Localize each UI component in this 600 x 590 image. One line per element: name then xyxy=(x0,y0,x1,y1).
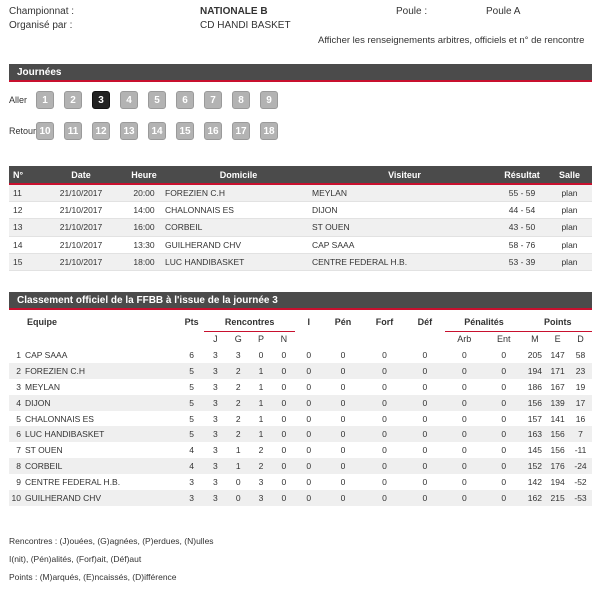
game-heure: 13:30 xyxy=(123,236,165,253)
stat-n: 0 xyxy=(272,395,295,411)
stat-def: 0 xyxy=(405,379,444,395)
stat-g: 2 xyxy=(227,411,250,427)
stat-n: 0 xyxy=(272,458,295,474)
journee-button[interactable]: 12 xyxy=(92,122,110,140)
team-name: CENTRE FEDERAL H.B. xyxy=(25,477,121,488)
legend-points: Points : (M)arqués, (E)ncaissés, (D)ifférence xyxy=(9,572,177,582)
stat-forf: 0 xyxy=(364,379,405,395)
game-salle-link[interactable]: plan xyxy=(547,236,592,253)
stat-def: 0 xyxy=(405,442,444,458)
game-date: 21/10/2017 xyxy=(39,201,123,218)
team-cell xyxy=(9,490,179,506)
game-domicile: CHALONNAIS ES xyxy=(165,201,312,218)
team-rank: 9 xyxy=(16,477,21,488)
team-rank: 7 xyxy=(16,445,21,456)
stat-e: 156 xyxy=(546,442,569,458)
game-domicile: CORBEIL xyxy=(165,219,312,236)
stat-m: 194 xyxy=(523,363,546,379)
stat-ent: 0 xyxy=(484,442,523,458)
stat-pen: 0 xyxy=(322,411,363,427)
stat-n: 0 xyxy=(272,363,295,379)
stat-pts: 6 xyxy=(179,347,204,363)
col-domicile: Domicile xyxy=(165,166,312,184)
classement-subheader-row xyxy=(9,331,592,347)
stat-p: 2 xyxy=(250,442,273,458)
stat-n: 0 xyxy=(272,426,295,442)
stat-j: 3 xyxy=(204,347,227,363)
stat-p: 1 xyxy=(250,395,273,411)
stat-ent: 0 xyxy=(484,363,523,379)
stat-ent: 0 xyxy=(484,411,523,427)
stat-pen: 0 xyxy=(322,347,363,363)
organise-value: CD HANDI BASKET xyxy=(200,20,291,31)
col-points: Points xyxy=(523,313,592,331)
aller-label: Aller xyxy=(9,95,28,105)
stat-g: 2 xyxy=(227,379,250,395)
game-domicile: LUC HANDIBASKET xyxy=(165,254,312,271)
team-cell xyxy=(9,379,179,395)
stat-pts: 4 xyxy=(179,458,204,474)
stat-pts: 5 xyxy=(179,379,204,395)
stat-e: 156 xyxy=(546,426,569,442)
team-rank: 4 xyxy=(16,397,21,408)
stat-j: 3 xyxy=(204,363,227,379)
team-rank: 3 xyxy=(16,381,21,392)
col-pen: Pén xyxy=(334,317,352,327)
stat-e: 176 xyxy=(546,458,569,474)
stat-n: 0 xyxy=(272,379,295,395)
col-heure: Heure xyxy=(123,166,165,184)
stat-m: 205 xyxy=(523,347,546,363)
game-date: 21/10/2017 xyxy=(39,236,123,253)
stat-e: 139 xyxy=(546,395,569,411)
stat-pen: 0 xyxy=(322,490,363,506)
journee-button[interactable]: 2 xyxy=(64,91,82,109)
stat-i: 0 xyxy=(295,426,322,442)
stat-i: 0 xyxy=(295,363,322,379)
stat-pen: 0 xyxy=(322,379,363,395)
rencontres-header-row xyxy=(9,166,592,184)
game-salle-link[interactable]: plan xyxy=(547,184,592,201)
stat-pts: 5 xyxy=(179,426,204,442)
game-resultat: 58 - 76 xyxy=(497,236,547,253)
game-num: 13 xyxy=(9,219,39,236)
stat-arb: 0 xyxy=(445,379,484,395)
legend-penalites: I(nit), (Pén)alités, (Forf)ait, (Déf)aut xyxy=(9,554,142,564)
stat-j: 3 xyxy=(204,426,227,442)
stat-i: 0 xyxy=(295,490,322,506)
stat-ent: 0 xyxy=(484,426,523,442)
stat-forf: 0 xyxy=(364,363,405,379)
journees-header: Journées xyxy=(9,64,592,82)
afficher-renseignements-link[interactable]: Afficher les renseignements arbitres, officiels et n° de rencontre xyxy=(318,35,585,46)
classement-row xyxy=(9,363,592,379)
game-salle-link[interactable]: plan xyxy=(547,219,592,236)
col-penalites: Pénalités xyxy=(445,313,524,331)
stat-arb: 0 xyxy=(445,395,484,411)
stat-d: 7 xyxy=(569,426,592,442)
game-date: 21/10/2017 xyxy=(39,184,123,201)
stat-d: 19 xyxy=(569,379,592,395)
col-i: I xyxy=(307,317,310,327)
stat-forf: 0 xyxy=(364,442,405,458)
game-salle-link[interactable]: plan xyxy=(547,201,592,218)
game-num: 15 xyxy=(9,254,39,271)
stat-m: 163 xyxy=(523,426,546,442)
stat-e: 167 xyxy=(546,379,569,395)
journee-button[interactable]: 4 xyxy=(120,91,138,109)
stat-g: 2 xyxy=(227,426,250,442)
game-visiteur: MEYLAN xyxy=(312,184,497,201)
game-date: 21/10/2017 xyxy=(39,254,123,271)
col-forf: Forf xyxy=(375,317,394,327)
journee-button[interactable]: 17 xyxy=(232,122,250,140)
col-num: N° xyxy=(9,166,39,184)
stat-m: 156 xyxy=(523,395,546,411)
stat-arb: 0 xyxy=(445,458,484,474)
stat-ent: 0 xyxy=(484,458,523,474)
stat-g: 3 xyxy=(227,347,250,363)
classement-row xyxy=(9,442,592,458)
stat-forf: 0 xyxy=(364,490,405,506)
stat-g: 2 xyxy=(227,363,250,379)
stat-i: 0 xyxy=(295,395,322,411)
stat-pen: 0 xyxy=(322,395,363,411)
classement-row xyxy=(9,379,592,395)
stat-def: 0 xyxy=(405,458,444,474)
stat-d: -53 xyxy=(569,490,592,506)
stat-j: 3 xyxy=(204,395,227,411)
game-row xyxy=(9,201,592,218)
stat-m: 186 xyxy=(523,379,546,395)
legend-rencontres: Rencontres : (J)ouées, (G)agnées, (P)erdues, (N)ulles xyxy=(9,536,214,546)
stat-i: 0 xyxy=(295,411,322,427)
game-num: 12 xyxy=(9,201,39,218)
journee-button[interactable]: 5 xyxy=(148,91,166,109)
team-cell xyxy=(9,442,179,458)
team-cell xyxy=(9,395,179,411)
col-def: Déf xyxy=(417,317,433,327)
classement-row xyxy=(9,395,592,411)
classement-row xyxy=(9,426,592,442)
poule-label: Poule : xyxy=(396,6,428,17)
retour-label: Retour xyxy=(9,126,37,136)
stat-arb: 0 xyxy=(445,474,484,490)
stat-pts: 5 xyxy=(179,395,204,411)
stat-pen: 0 xyxy=(322,442,363,458)
stat-p: 1 xyxy=(250,411,273,427)
game-domicile: GUILHERAND CHV xyxy=(165,236,312,253)
game-num: 14 xyxy=(9,236,39,253)
team-name: CHALONNAIS ES xyxy=(25,413,94,424)
classement-header: Classement officiel de la FFBB à l'issue de la journée 3 xyxy=(9,292,592,310)
team-name: LUC HANDIBASKET xyxy=(25,429,105,440)
stat-j: 3 xyxy=(204,458,227,474)
team-name: CORBEIL xyxy=(25,461,63,472)
stat-ent: 0 xyxy=(484,490,523,506)
col-ent: Ent xyxy=(496,334,511,345)
stat-m: 157 xyxy=(523,411,546,427)
team-name: CAP SAAA xyxy=(25,349,68,360)
stat-p: 2 xyxy=(250,458,273,474)
stat-i: 0 xyxy=(295,347,322,363)
stat-i: 0 xyxy=(295,379,322,395)
stat-j: 3 xyxy=(204,490,227,506)
team-rank: 8 xyxy=(16,461,21,472)
journee-button[interactable]: 18 xyxy=(260,122,278,140)
game-row xyxy=(9,184,592,201)
stat-arb: 0 xyxy=(445,490,484,506)
stat-e: 171 xyxy=(546,363,569,379)
stat-m: 145 xyxy=(523,442,546,458)
stat-arb: 0 xyxy=(445,442,484,458)
stat-p: 1 xyxy=(250,379,273,395)
rencontres-table xyxy=(9,166,592,271)
classement-row xyxy=(9,490,592,506)
stat-def: 0 xyxy=(405,426,444,442)
journee-button[interactable]: 1 xyxy=(36,91,54,109)
stat-m: 162 xyxy=(523,490,546,506)
team-name: DIJON xyxy=(25,397,51,408)
journee-button[interactable]: 13 xyxy=(120,122,138,140)
classement-table xyxy=(9,313,592,506)
stat-forf: 0 xyxy=(364,458,405,474)
game-resultat: 55 - 59 xyxy=(497,184,547,201)
stat-pts: 3 xyxy=(179,474,204,490)
stat-p: 0 xyxy=(250,347,273,363)
game-row xyxy=(9,219,592,236)
stat-n: 0 xyxy=(272,347,295,363)
stat-g: 0 xyxy=(227,490,250,506)
championnat-value: NATIONALE B xyxy=(200,6,268,17)
stat-ent: 0 xyxy=(484,395,523,411)
stat-pen: 0 xyxy=(322,458,363,474)
col-equipe: Equipe xyxy=(27,317,58,327)
classement-row xyxy=(9,347,592,363)
stat-g: 1 xyxy=(227,442,250,458)
game-heure: 16:00 xyxy=(123,219,165,236)
stat-i: 0 xyxy=(295,458,322,474)
stat-g: 1 xyxy=(227,458,250,474)
stat-def: 0 xyxy=(405,395,444,411)
team-rank: 10 xyxy=(11,492,21,503)
stat-p: 1 xyxy=(250,363,273,379)
journee-button[interactable]: 11 xyxy=(64,122,82,140)
game-row xyxy=(9,236,592,253)
team-cell xyxy=(9,363,179,379)
stat-forf: 0 xyxy=(364,347,405,363)
stat-j: 3 xyxy=(204,411,227,427)
stat-arb: 0 xyxy=(445,347,484,363)
stat-ent: 0 xyxy=(484,379,523,395)
stat-p: 3 xyxy=(250,490,273,506)
stat-n: 0 xyxy=(272,442,295,458)
stat-p: 3 xyxy=(250,474,273,490)
stat-forf: 0 xyxy=(364,426,405,442)
col-m: M xyxy=(531,334,539,345)
stat-forf: 0 xyxy=(364,395,405,411)
stat-pts: 4 xyxy=(179,442,204,458)
col-pts: Pts xyxy=(184,317,199,327)
classement-row xyxy=(9,458,592,474)
team-name: ST OUEN xyxy=(25,445,63,456)
stat-j: 3 xyxy=(204,379,227,395)
stat-n: 0 xyxy=(272,411,295,427)
stat-g: 0 xyxy=(227,474,250,490)
stat-pen: 0 xyxy=(322,474,363,490)
game-heure: 14:00 xyxy=(123,201,165,218)
journee-button[interactable]: 10 xyxy=(36,122,54,140)
team-rank: 1 xyxy=(16,349,21,360)
col-salle: Salle xyxy=(547,166,592,184)
col-e: E xyxy=(554,334,561,345)
stat-d: 58 xyxy=(569,347,592,363)
stat-def: 0 xyxy=(405,411,444,427)
poule-value: Poule A xyxy=(486,6,521,17)
col-p: P xyxy=(258,334,265,345)
stat-def: 0 xyxy=(405,363,444,379)
classement-row xyxy=(9,474,592,490)
stat-d: 17 xyxy=(569,395,592,411)
team-rank: 6 xyxy=(16,429,21,440)
competition-info xyxy=(0,0,600,60)
team-name: MEYLAN xyxy=(25,381,60,392)
game-row xyxy=(9,254,592,271)
journee-button[interactable]: 14 xyxy=(148,122,166,140)
stat-arb: 0 xyxy=(445,363,484,379)
classement-row xyxy=(9,411,592,427)
game-visiteur: CAP SAAA xyxy=(312,236,497,253)
game-heure: 20:00 xyxy=(123,184,165,201)
stat-e: 141 xyxy=(546,411,569,427)
journee-button[interactable]: 3 xyxy=(92,91,110,109)
stat-m: 142 xyxy=(523,474,546,490)
stat-i: 0 xyxy=(295,474,322,490)
col-visiteur: Visiteur xyxy=(312,166,497,184)
col-j: J xyxy=(213,334,218,345)
stat-pts: 5 xyxy=(179,411,204,427)
game-domicile: FOREZIEN C.H xyxy=(165,184,312,201)
col-resultat: Résultat xyxy=(497,166,547,184)
stat-j: 3 xyxy=(204,442,227,458)
team-cell xyxy=(9,411,179,427)
stat-m: 152 xyxy=(523,458,546,474)
stat-pen: 0 xyxy=(322,363,363,379)
stat-pts: 5 xyxy=(179,363,204,379)
stat-def: 0 xyxy=(405,474,444,490)
team-cell xyxy=(9,474,179,490)
team-cell xyxy=(9,458,179,474)
stat-pen: 0 xyxy=(322,426,363,442)
journee-button[interactable]: 9 xyxy=(260,91,278,109)
journee-button[interactable]: 15 xyxy=(176,122,194,140)
stat-d: 23 xyxy=(569,363,592,379)
stat-def: 0 xyxy=(405,347,444,363)
stat-e: 215 xyxy=(546,490,569,506)
stat-d: -52 xyxy=(569,474,592,490)
team-name: FOREZIEN C.H xyxy=(25,365,85,376)
journee-button[interactable]: 16 xyxy=(204,122,222,140)
game-num: 11 xyxy=(9,184,39,201)
col-rencontres: Rencontres xyxy=(204,313,295,331)
team-rank: 5 xyxy=(16,413,21,424)
stat-def: 0 xyxy=(405,490,444,506)
stat-p: 1 xyxy=(250,426,273,442)
game-visiteur: CENTRE FEDERAL H.B. xyxy=(312,254,497,271)
stat-e: 194 xyxy=(546,474,569,490)
col-date: Date xyxy=(39,166,123,184)
stat-arb: 0 xyxy=(445,426,484,442)
team-name: GUILHERAND CHV xyxy=(25,492,102,503)
stat-d: -24 xyxy=(569,458,592,474)
team-rank: 2 xyxy=(16,365,21,376)
game-resultat: 43 - 50 xyxy=(497,219,547,236)
stat-e: 147 xyxy=(546,347,569,363)
stat-d: 16 xyxy=(569,411,592,427)
journee-button[interactable]: 7 xyxy=(204,91,222,109)
team-cell xyxy=(9,347,179,363)
game-resultat: 44 - 54 xyxy=(497,201,547,218)
game-salle-link[interactable]: plan xyxy=(547,254,592,271)
col-d: D xyxy=(577,334,584,345)
game-visiteur: ST OUEN xyxy=(312,219,497,236)
stat-forf: 0 xyxy=(364,411,405,427)
stat-j: 3 xyxy=(204,474,227,490)
col-g: G xyxy=(234,334,242,345)
col-arb: Arb xyxy=(457,334,472,345)
stat-ent: 0 xyxy=(484,347,523,363)
team-cell xyxy=(9,426,179,442)
championnat-label: Championnat : xyxy=(9,6,75,17)
stat-forf: 0 xyxy=(364,474,405,490)
stat-i: 0 xyxy=(295,442,322,458)
stat-g: 2 xyxy=(227,395,250,411)
game-visiteur: DIJON xyxy=(312,201,497,218)
stat-ent: 0 xyxy=(484,474,523,490)
stat-arb: 0 xyxy=(445,411,484,427)
journee-button[interactable]: 8 xyxy=(232,91,250,109)
game-heure: 18:00 xyxy=(123,254,165,271)
col-n: N xyxy=(280,334,288,345)
stat-n: 0 xyxy=(272,490,295,506)
journee-button[interactable]: 6 xyxy=(176,91,194,109)
stat-d: -11 xyxy=(569,442,592,458)
organise-label: Organisé par : xyxy=(9,20,73,31)
classement-header-row xyxy=(9,313,592,331)
game-date: 21/10/2017 xyxy=(39,219,123,236)
stat-n: 0 xyxy=(272,474,295,490)
game-resultat: 53 - 39 xyxy=(497,254,547,271)
stat-pts: 3 xyxy=(179,490,204,506)
